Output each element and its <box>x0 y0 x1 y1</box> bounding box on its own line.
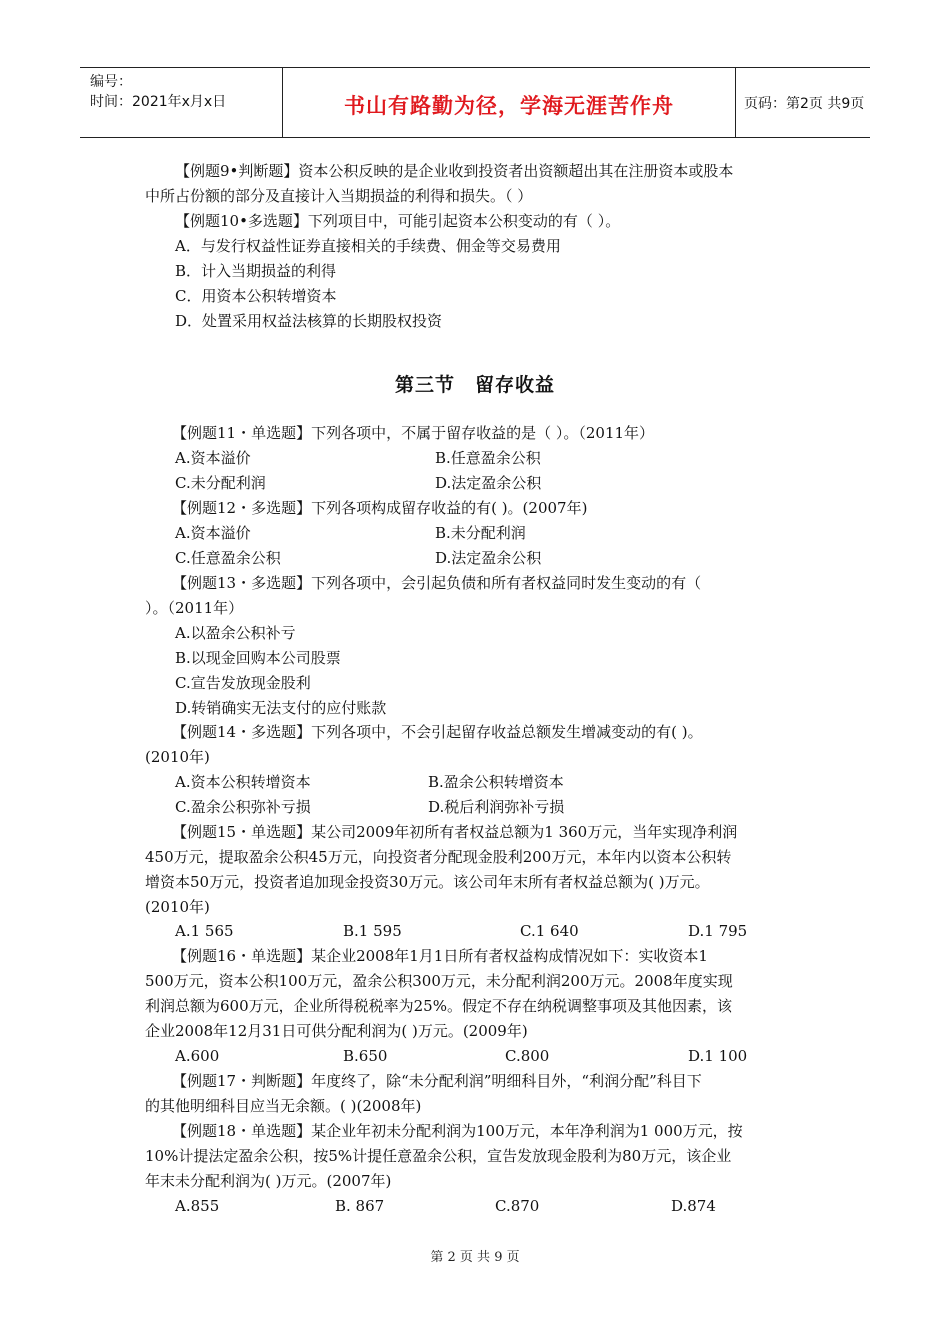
q10-option: B．计入当期损益的利得 <box>175 262 337 280</box>
number-label: 编号： <box>90 74 132 90</box>
q15-option: D.1 795 <box>688 922 748 940</box>
q13-option: B.以现金回购本公司股票 <box>175 649 341 667</box>
q15-option: C.1 640 <box>520 922 579 940</box>
q13-option: C.宣告发放现金股利 <box>175 674 311 692</box>
header-page-cell <box>736 68 870 137</box>
q17-stem-line: 【例题17・判断题】年度终了，除“未分配利润”明细科目外，“利润分配”科目下 <box>172 1072 702 1090</box>
q14-option: C.盈余公积弥补亏损 <box>175 798 311 816</box>
q18-option: D.874 <box>671 1197 716 1215</box>
q15-option: A.1 565 <box>175 922 234 940</box>
q11-option: A.资本溢价 <box>175 449 251 467</box>
q16-stem-line: 【例题16・单选题】某企业2008年1月1日所有者权益构成情况如下：实收资本1 <box>172 947 708 965</box>
q15-stem-line: (2010年) <box>145 898 210 916</box>
q18-stem-line: 年末未分配利润为( )万元。(2007年) <box>145 1172 392 1190</box>
q16-option: A.600 <box>175 1047 220 1065</box>
q16-option: B.650 <box>343 1047 388 1065</box>
page-footer: 第 2 页 共 9 页 <box>430 1250 520 1265</box>
q16-stem-line: 企业2008年12月31日可供分配利润为( )万元。(2009年) <box>145 1022 528 1040</box>
q11-stem: 【例题11・单选题】下列各项中，不属于留存收益的是（ ）。（2011年） <box>172 424 655 442</box>
q13-stem-line: 【例题13・多选题】下列各项中，会引起负债和所有者权益同时发生变动的有（ <box>172 574 702 592</box>
q14-stem-line: 【例题14・多选题】下列各项中，不会引起留存收益总额发生增减变动的有( )。 <box>172 723 703 741</box>
q10-stem: 【例题10•多选题】下列项目中，可能引起资本公积变动的有（ ）。 <box>175 212 621 230</box>
q18-stem-line: 【例题18・单选题】某企业年初未分配利润为100万元，本年净利润为1 000万元，按 <box>172 1122 743 1140</box>
time-label: 时间：2021年x月x日 <box>90 94 227 110</box>
q16-option: C.800 <box>505 1047 550 1065</box>
q14-stem-line: (2010年) <box>145 748 210 766</box>
q18-option: C.870 <box>495 1197 540 1215</box>
q18-stem-line: 10%计提法定盈余公积，按5%计提任意盈余公积，宣告发放现金股利为80万元，该企业 <box>145 1147 732 1165</box>
header-meta-cell <box>80 68 283 137</box>
q15-stem-line: 增资本50万元，投资者追加现金投资30万元。该公司年末所有者权益总额为( )万元。 <box>145 873 710 891</box>
header-motto: 书山有路勤为径，学海无涯苦作舟 <box>344 94 674 118</box>
q16-option: D.1 100 <box>688 1047 748 1065</box>
q11-option: C.未分配利润 <box>175 474 266 492</box>
q9-stem-line: 【例题9•判断题】资本公积反映的是企业收到投资者出资额超出其在注册资本或股本 <box>175 162 734 180</box>
q13-option: D.转销确实无法支付的应付账款 <box>175 699 387 717</box>
q11-option: B.任意盈余公积 <box>435 449 541 467</box>
q18-option: A.855 <box>175 1197 220 1215</box>
header-motto-cell <box>283 68 736 137</box>
q16-stem-line: 利润总额为600万元，企业所得税税率为25%。假定不存在纳税调整事项及其他因素，该 <box>145 997 732 1015</box>
q10-option: D．处置采用权益法核算的长期股权投资 <box>175 312 443 330</box>
q11-option: D.法定盈余公积 <box>435 474 542 492</box>
q12-stem: 【例题12・多选题】下列各项构成留存收益的有( )。(2007年) <box>172 499 588 517</box>
q15-option: B.1 595 <box>343 922 402 940</box>
q17-stem-line: 的其他明细科目应当无余额。( )(2008年) <box>145 1097 422 1115</box>
q14-option: A.资本公积转增资本 <box>175 773 311 791</box>
q18-option: B. 867 <box>335 1197 385 1215</box>
q15-stem-line: 【例题15・单选题】某公司2009年初所有者权益总额为1 360万元，当年实现净利润 <box>172 823 738 841</box>
q12-option: D.法定盈余公积 <box>435 549 542 567</box>
q10-option: C．用资本公积转增资本 <box>175 287 337 305</box>
q13-stem-line: ）。（2011年） <box>145 599 244 617</box>
q10-option: A．与发行权益性证券直接相关的手续费、佣金等交易费用 <box>175 237 561 255</box>
q14-option: D.税后利润弥补亏损 <box>428 798 565 816</box>
q16-stem-line: 500万元，资本公积100万元，盈余公积300万元，未分配利润200万元。2008年度实现 <box>145 972 733 990</box>
q15-stem-line: 450万元，提取盈余公积45万元，向投资者分配现金股利200万元，本年内以资本公积转 <box>145 848 732 866</box>
section-title: 第三节 留存收益 <box>394 374 555 396</box>
q14-option: B.盈余公积转增资本 <box>428 773 564 791</box>
page-header <box>80 67 870 138</box>
q13-option: A.以盈余公积补亏 <box>175 624 296 642</box>
q9-stem-line: 中所占份额的部分及直接计入当期损益的利得和损失。（ ） <box>145 187 533 205</box>
page-info: 页码：第2页 共9页 <box>744 96 865 112</box>
q12-option: B.未分配利润 <box>435 524 526 542</box>
q12-option: C.任意盈余公积 <box>175 549 281 567</box>
q12-option: A.资本溢价 <box>175 524 251 542</box>
